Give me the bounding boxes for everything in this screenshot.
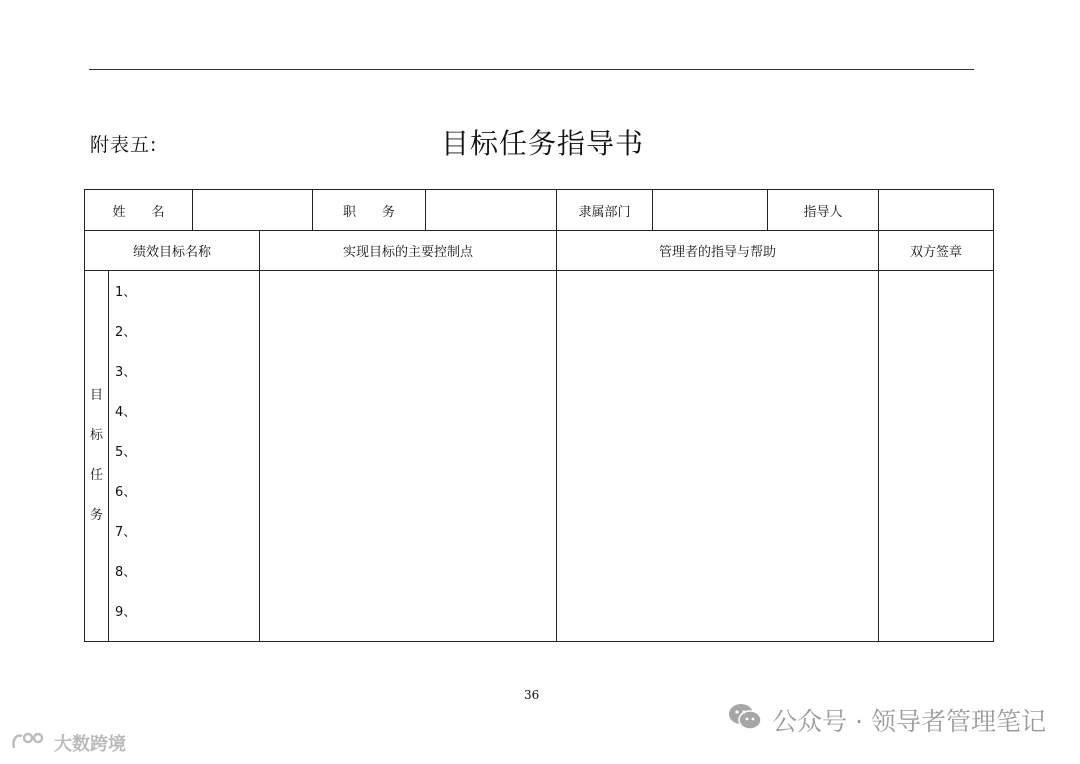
brand-logo-icon — [10, 730, 50, 756]
info-row — [85, 190, 994, 231]
side-label-text: 目标任务 — [89, 388, 103, 523]
goal-item: 4、 — [115, 405, 137, 420]
mentor-value-cell[interactable] — [879, 190, 994, 231]
goal-name-header: 绩效目标名称 — [85, 231, 260, 271]
guidance-cell[interactable] — [557, 271, 879, 642]
position-label: 职 务 — [313, 190, 426, 231]
goal-items-list — [109, 271, 259, 641]
goal-tasks-side-label — [85, 271, 109, 642]
watermark-left — [10, 730, 126, 756]
name-value-cell[interactable] — [193, 190, 313, 231]
dept-value-cell[interactable] — [653, 190, 768, 231]
goal-item: 1、 — [115, 285, 137, 300]
dept-label: 隶属部门 — [557, 190, 653, 231]
goal-item: 5、 — [115, 445, 137, 460]
position-value-cell[interactable] — [426, 190, 557, 231]
control-points-header: 实现目标的主要控制点 — [260, 231, 557, 271]
signatures-header: 双方签章 — [879, 231, 994, 271]
goal-item: 2、 — [115, 325, 137, 340]
goal-item: 3、 — [115, 365, 137, 380]
column-header-row — [85, 231, 994, 271]
document-title: 目标任务指导书 — [441, 127, 645, 160]
goal-item: 7、 — [115, 525, 137, 540]
name-label: 姓 名 — [85, 190, 193, 231]
wechat-icon — [728, 703, 762, 737]
goal-tasks-row — [85, 271, 994, 642]
watermark-right-text: 公众号 · 领导者管理笔记 — [772, 707, 1046, 736]
goal-item: 8、 — [115, 565, 137, 580]
mentor-label: 指导人 — [768, 190, 879, 231]
watermark-right — [728, 702, 1046, 738]
guidance-header: 管理者的指导与帮助 — [557, 231, 879, 271]
annex-label: 附表五: — [90, 134, 158, 156]
control-points-cell[interactable] — [260, 271, 557, 642]
goal-item: 9、 — [115, 605, 137, 620]
goal-item: 6、 — [115, 485, 137, 500]
watermark-left-text: 大数跨境 — [54, 734, 126, 755]
top-rule — [89, 69, 974, 70]
guidance-form-table — [84, 189, 994, 642]
signatures-cell[interactable] — [879, 271, 994, 642]
goal-items-cell[interactable] — [109, 271, 260, 642]
page-number: 36 — [524, 688, 540, 702]
